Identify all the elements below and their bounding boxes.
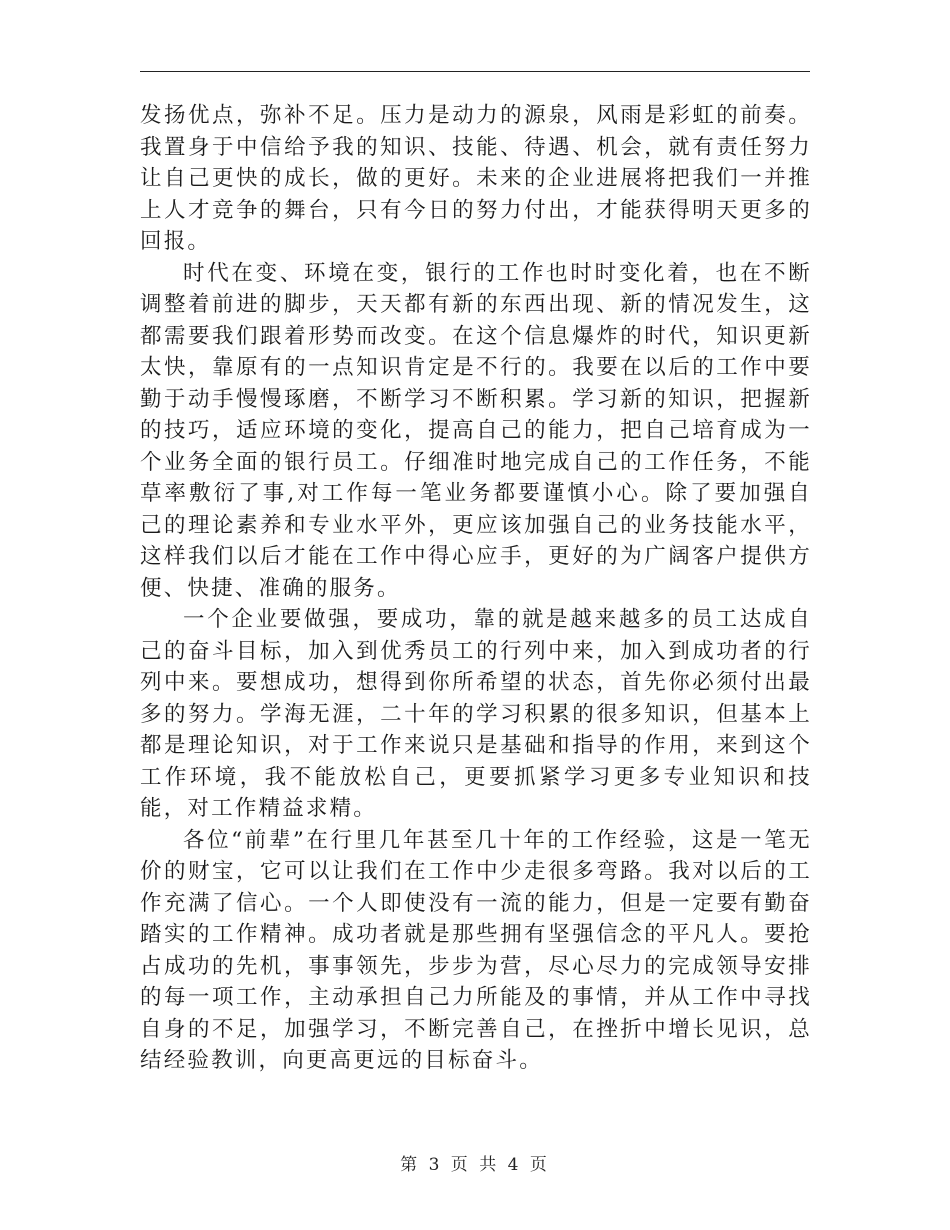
paragraph-4: 各位“前辈”在行里几年甚至几十年的工作经验，这是一笔无价的财宝，它可以让我们在工作中少走很多弯路。我对以后的工作充满了信心。一个人即使没有一流的能力，但是一定要有勤奋踏实的工作精神。成功者就是那些拥有坚强信念的平凡人。要抢占成功的先机，事事领先，步步为营，尽心尽力的完成领导安排的每一项工作，主动承担自己力所能及的事情，并从工作中寻找自身的不足，加强学习，不断完善自己，在挫折中增长见识，总结经验教训，向更高更远的目标奋斗。: [140, 827, 812, 1073]
page-footer: 第 3 页 共 4 页: [400, 1155, 550, 1175]
paragraph-1: 发扬优点，弥补不足。压力是动力的源泉，风雨是彩虹的前奏。我置身于中信给予我的知识、技能、待遇、机会，就有责任努力让自己更快的成长，做的更好。未来的企业进展将把我们一并推上人才竞争的舞台，只有今日的努力付出，才能获得明天更多的回报。: [140, 103, 812, 254]
paragraph-3: 一个企业要做强，要成功，靠的就是越来越多的员工达成自己的奋斗目标，加入到优秀员工的行列中来，加入到成功者的行列中来。要想成功，想得到你所希望的状态，首先你必须付出最多的努力。学海无涯，二十年的学习积累的很多知识，但基本上都是理论知识，对于工作来说只是基础和指导的作用，来到这个工作环境，我不能放松自己，更要抓紧学习更多专业知识和技能，对工作精益求精。: [140, 607, 812, 821]
paragraph-2: 时代在变、环境在变，银行的工作也时时变化着，也在不断调整着前进的脚步，天天都有新的东西出现、新的情况发生，这都需要我们跟着形势而改变。在这个信息爆炸的时代，知识更新太快，靠原有的一点知识肯定是不行的。我要在以后的工作中要勤于动手慢慢琢磨，不断学习不断积累。学习新的知识，把握新的技巧，适应环境的变化，提高自己的能力，把自己培育成为一个业务全面的银行员工。仔细准时地完成自己的工作任务，不能草率敷衍了事,对工作每一笔业务都要谨慎小心。除了要加强自己的理论素养和专业水平外，更应该加强自己的业务技能水平，这样我们以后才能在工作中得心应手，更好的为广阔客户提供方便、快捷、准确的服务。: [140, 260, 812, 601]
body-text: [140, 100, 812, 1077]
header-rule: [140, 71, 810, 72]
